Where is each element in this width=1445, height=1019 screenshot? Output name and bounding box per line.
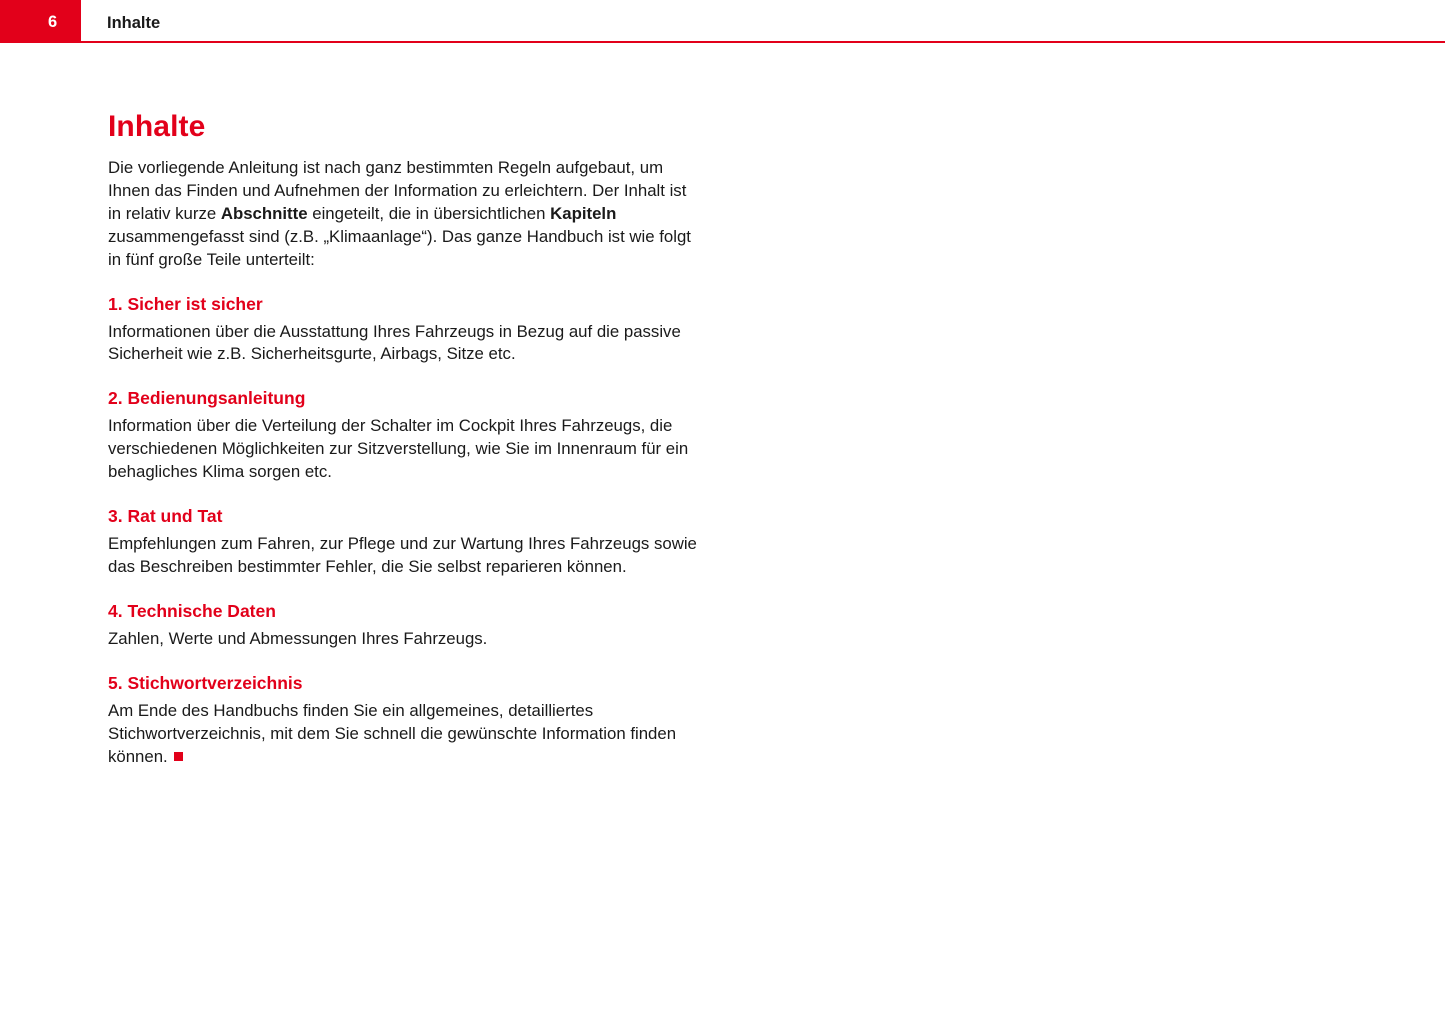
section-heading-4: 4. Technische Daten [108, 600, 276, 621]
section-text-4: Zahlen, Werte und Abmessungen Ihres Fahrzeugs. [108, 628, 488, 648]
header-divider [0, 41, 1445, 43]
page-title: Inhalte [108, 110, 206, 143]
section-heading-5: 5. Stichwortverzeichnis [108, 672, 303, 693]
section-text-2: Information über die Verteilung der Schalter im Cockpit Ihres Fahrzeugs, die verschiedenen Möglichkeiten zur Sitzverstellung, wie Sie im Innenraum für ein behagliches Klima sorgen etc. [108, 416, 689, 482]
section-text-1: Informationen über die Ausstattung Ihres Fahrzeugs in Bezug auf die passive Sicherheit wie z.B. Sicherheitsgurte, Airbags, Sitze etc. [108, 321, 681, 364]
end-of-section-square-icon [174, 752, 183, 761]
section-text-5-content: Am Ende des Handbuchs finden Sie ein allgemeines, detailliertes Stichwortverzeichnis, mit dem Sie schnell die gewünschte Information finden können. [108, 700, 677, 766]
page-number-badge [0, 0, 81, 41]
header-title: Inhalte [107, 14, 161, 32]
section-text-5 [108, 700, 698, 769]
intro-bold-kapiteln: Kapiteln [550, 203, 617, 223]
intro-text-part-3: zusammengefasst sind (z.B. „Klimaanlage“). Das ganze Handbuch ist wie folgt in fünf große Teile unterteilt: [108, 226, 691, 269]
page-number: 6 [48, 13, 58, 31]
section-heading-3: 3. Rat und Tat [108, 506, 223, 527]
intro-text-part-1: Die vorliegende Anleitung ist nach ganz bestimmten Regeln aufgebaut, um Ihnen das Finden und Aufnehmen der Information zu erleichtern. Der Inhalt ist in relativ kurze [108, 158, 687, 223]
section-heading-2: 2. Bedienungsanleitung [108, 388, 306, 409]
intro-text-part-2: eingeteilt, die in übersichtlichen [307, 203, 551, 223]
document-content [108, 110, 708, 769]
section-text-3: Empfehlungen zum Fahren, zur Pflege und zur Wartung Ihres Fahrzeugs sowie das Beschreiben bestimmter Fehler, die Sie selbst reparieren können. [108, 534, 697, 576]
section-heading-1: 1. Sicher ist sicher [108, 293, 263, 314]
page-header [0, 0, 1445, 43]
intro-paragraph [108, 157, 698, 272]
intro-bold-abschnitte: Abschnitte [220, 203, 308, 223]
